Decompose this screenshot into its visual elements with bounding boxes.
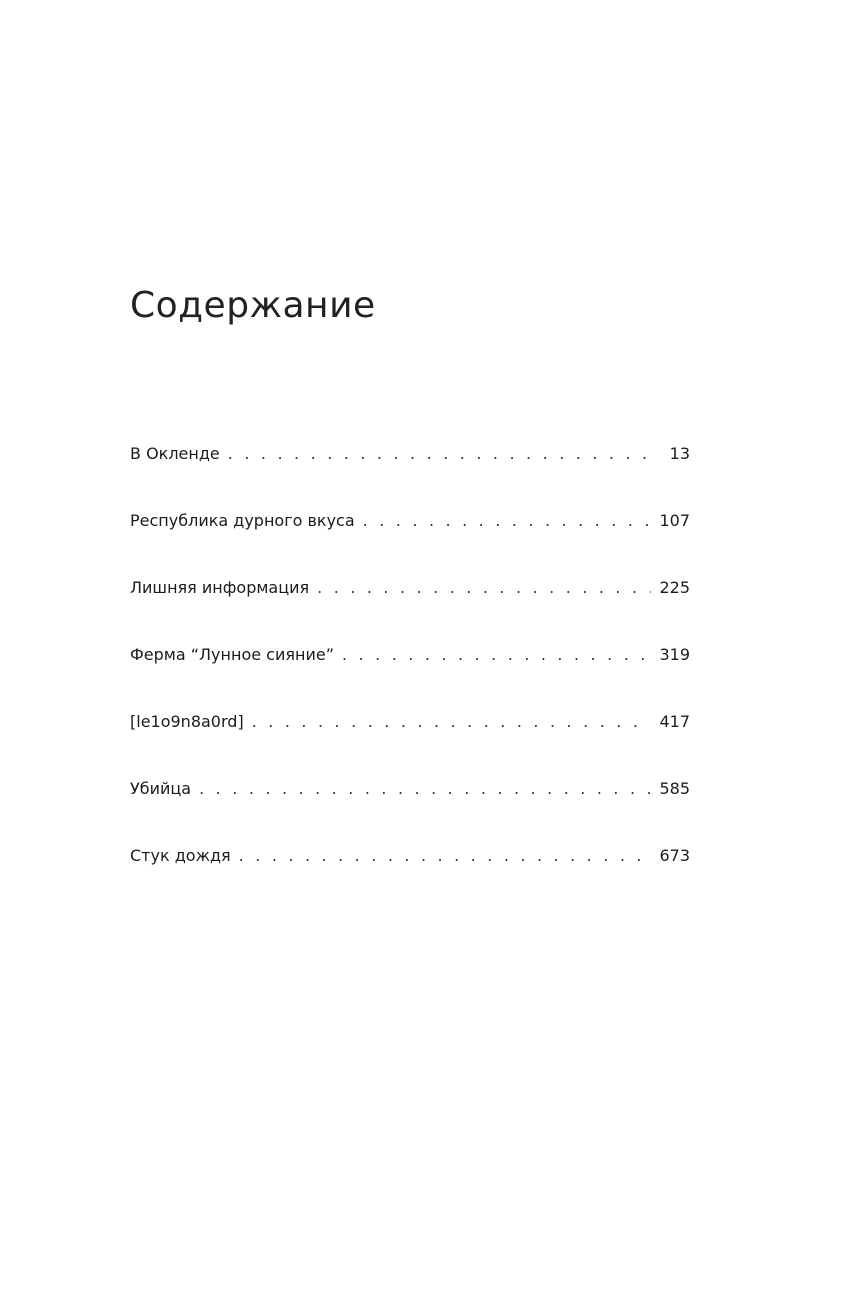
toc-dot-leader <box>228 440 660 468</box>
toc-entry[interactable] <box>130 507 690 574</box>
toc-dot-leader <box>239 842 652 870</box>
toc-dot-leader <box>317 574 651 602</box>
toc-page-number: 107 <box>659 511 690 530</box>
toc-entry-title: Республика дурного вкуса <box>130 511 355 530</box>
toc-entry[interactable] <box>130 440 690 507</box>
toc-entry-title: Лишняя информация <box>130 578 310 597</box>
toc-entry-title: [le1o9n8a0rd] <box>130 712 244 731</box>
toc-page-number: 585 <box>659 779 690 798</box>
toc-entry[interactable] <box>130 574 690 641</box>
toc-page-number: 319 <box>659 645 690 664</box>
page-title: Содержание <box>130 285 376 326</box>
toc-entry[interactable] <box>130 641 690 708</box>
toc-entry[interactable] <box>130 775 690 842</box>
toc-entry-title: Стук дождя <box>130 846 231 865</box>
toc-dot-leader <box>199 775 651 803</box>
table-of-contents <box>130 440 690 909</box>
toc-page-number: 673 <box>659 846 690 865</box>
toc-page-number: 225 <box>659 578 690 597</box>
toc-page-number: 417 <box>659 712 690 731</box>
toc-entry[interactable] <box>130 842 690 909</box>
toc-dot-leader <box>342 641 651 669</box>
toc-page-number: 13 <box>669 444 690 463</box>
toc-entry-title: В Окленде <box>130 444 220 463</box>
toc-dot-leader <box>252 708 652 736</box>
toc-dot-leader <box>363 507 652 535</box>
toc-entry[interactable] <box>130 708 690 775</box>
toc-entry-title: Убийца <box>130 779 192 798</box>
toc-entry-title: Ферма “Лунное сияние” <box>130 645 334 664</box>
